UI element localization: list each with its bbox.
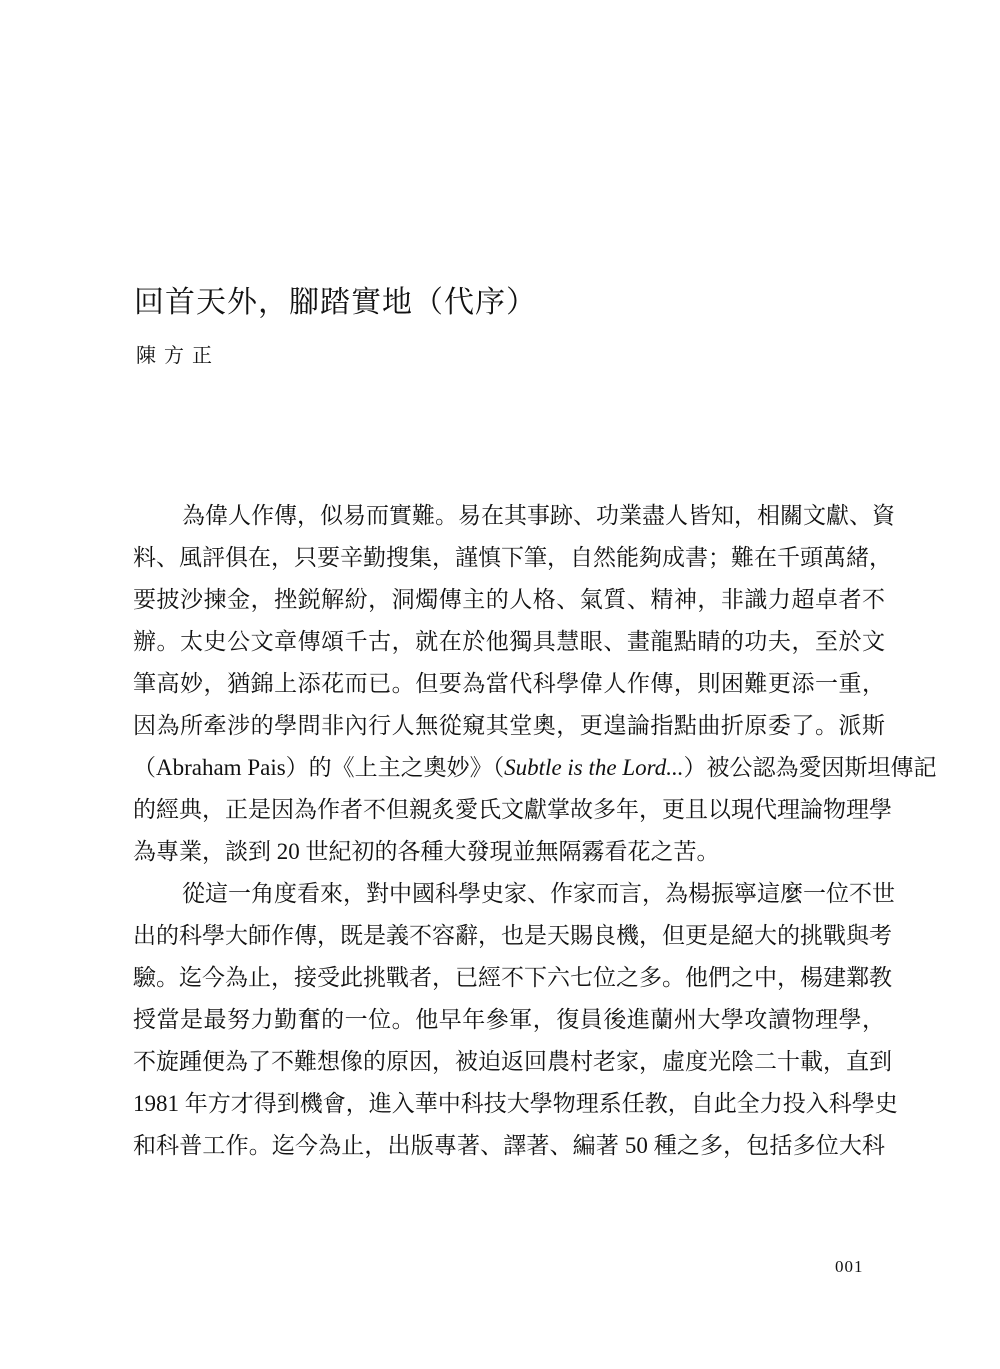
paragraph-2 xyxy=(133,873,898,1167)
body-line: 從這一角度看來，對中國科學史家、作家而言，為楊振寧這麼一位不世 xyxy=(182,881,895,906)
body-line: 1981 年方才得到機會，進入華中科技大學物理系任教，自此全力投入科學史 xyxy=(133,1091,898,1116)
body-line: 因為所牽涉的學問非內行人無從窺其堂奧，更遑論指點曲折原委了。派斯 xyxy=(133,713,885,738)
body-line: 為專業，談到 20 世紀初的各種大發現並無隔霧看花之苦。 xyxy=(133,839,720,864)
pais-text-pre: （Abraham Pais）的《上主之奧妙》（ xyxy=(133,755,505,780)
body-line-pais xyxy=(133,747,937,789)
body-line: 和科普工作。迄今為止，出版專著、譯著、編著 50 種之多，包括多位大科 xyxy=(133,1133,885,1158)
body-line: 授當是最努力勤奮的一位。他早年參軍，復員後進蘭州大學攻讀物理學， xyxy=(133,1007,885,1032)
author-name: 陳方正 xyxy=(136,345,220,367)
body-line: 筆高妙，猶錦上添花而已。但要為當代科學偉人作傳，則困難更添一重， xyxy=(133,671,885,696)
body-line: 不旋踵便為了不難想像的原因，被迫返回農村老家，虛度光陰二十載，直到 xyxy=(133,1049,892,1074)
page-number: 001 xyxy=(835,1257,864,1276)
body-line: 的經典，正是因為作者不但親炙愛氏文獻掌故多年，更且以現代理論物理學 xyxy=(133,797,892,822)
body-text xyxy=(133,495,937,1167)
body-line: 驗。迄今為止，接受此挑戰者，已經不下六七位之多。他們之中，楊建鄴教 xyxy=(133,965,892,990)
page-title: 回首天外，腳踏實地（代序） xyxy=(134,286,537,319)
body-line: 辦。太史公文章傳頌千古，就在於他獨具慧眼、畫龍點睛的功夫，至於文 xyxy=(133,629,885,654)
pais-book-title-italic: Subtle is the Lord... xyxy=(504,755,684,780)
body-line: 料、風評俱在，只要辛勤搜集，謹慎下筆，自然能夠成書；難在千頭萬緒， xyxy=(133,545,892,570)
pais-text-post: ）被公認為愛因斯坦傳記 xyxy=(683,755,937,780)
body-line: 出的科學大師作傳，既是義不容辭，也是天賜良機，但更是絕大的挑戰與考 xyxy=(133,923,892,948)
paragraph-1 xyxy=(133,495,937,873)
body-line: 要披沙揀金，挫鋭解紛，洞燭傳主的人格、氣質、精神，非識力超卓者不 xyxy=(133,587,885,612)
body-line: 為偉人作傳，似易而實難。易在其事跡、功業盡人皆知，相關文獻、資 xyxy=(182,503,895,528)
